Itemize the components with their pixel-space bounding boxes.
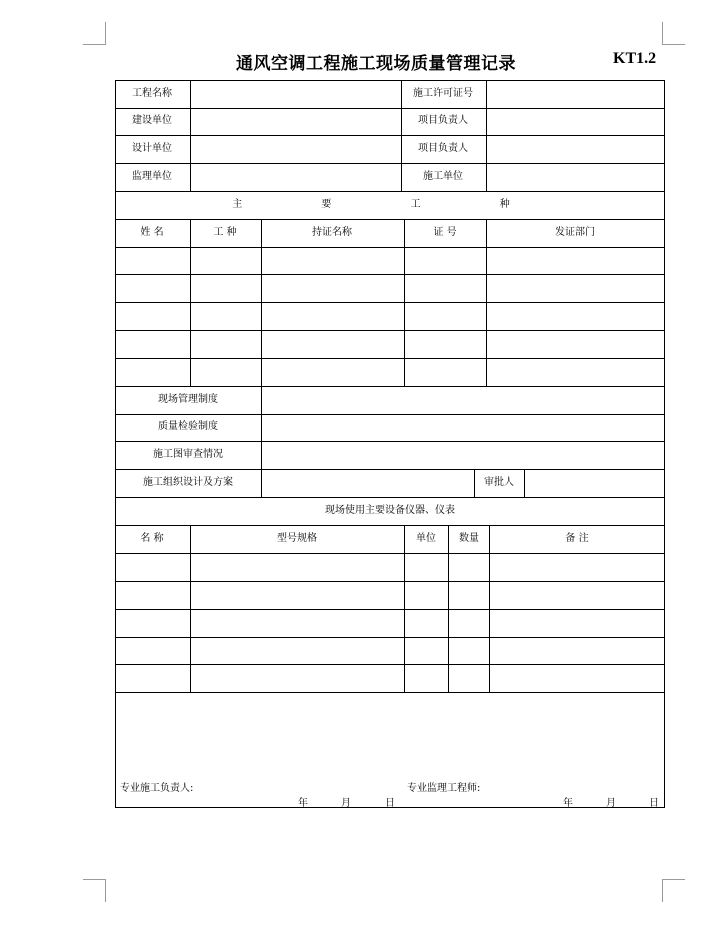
column-divider xyxy=(486,219,487,386)
sign-date-month: 月 xyxy=(606,798,616,809)
approver-field[interactable] xyxy=(525,470,664,496)
permit-number-label: 施工许可证号 xyxy=(413,88,473,99)
sign-date-year: 年 xyxy=(298,798,308,809)
client-unit-field[interactable] xyxy=(191,109,400,134)
approver-label: 审批人 xyxy=(484,477,514,488)
column-divider xyxy=(190,219,191,386)
quality-inspection-system-label: 质量检验制度 xyxy=(158,421,218,432)
row-divider xyxy=(115,497,665,498)
form-code: KT1.2 xyxy=(613,50,657,67)
row-divider xyxy=(115,637,665,638)
quantity-header: 数量 xyxy=(459,533,479,544)
row-divider xyxy=(115,581,665,582)
quality-inspection-system-field[interactable] xyxy=(262,415,664,440)
row-divider xyxy=(115,609,665,610)
crop-mark-top-left xyxy=(83,22,106,45)
project-leader-field[interactable] xyxy=(487,109,664,134)
remarks-header: 备 注 xyxy=(565,533,589,544)
site-management-system-field[interactable] xyxy=(262,387,664,413)
supervision-unit-field[interactable] xyxy=(191,164,400,190)
project-leader-field[interactable] xyxy=(487,136,664,162)
column-divider xyxy=(401,80,402,191)
project-leader-label: 项目负责人 xyxy=(418,143,468,154)
drawing-review-label: 施工图审查情况 xyxy=(153,449,223,460)
certificate-name-header: 持证名称 xyxy=(312,227,352,238)
crop-mark-top-right xyxy=(662,22,685,45)
row-divider xyxy=(115,358,665,359)
crop-mark-bottom-left xyxy=(83,879,106,902)
sign-date-day: 日 xyxy=(385,798,395,809)
model-spec-header: 型号规格 xyxy=(277,533,317,544)
certificate-number-header: 证 号 xyxy=(433,227,457,238)
column-divider xyxy=(448,525,449,692)
column-divider xyxy=(489,525,490,692)
row-divider xyxy=(115,302,665,303)
construction-plan-label: 施工组织设计及方案 xyxy=(143,477,233,488)
worker-name-header: 姓 名 xyxy=(140,227,164,238)
sign-date-month: 月 xyxy=(341,798,351,809)
site-management-system-label: 现场管理制度 xyxy=(158,394,218,405)
supervision-unit-label: 监理单位 xyxy=(132,171,172,182)
design-unit-label: 设计单位 xyxy=(132,143,172,154)
row-divider xyxy=(115,219,665,220)
unit-header: 单位 xyxy=(416,533,436,544)
row-divider xyxy=(115,664,665,665)
construction-plan-field[interactable] xyxy=(262,470,473,496)
worker-trade-header: 工 种 xyxy=(213,227,237,238)
construction-unit-field[interactable] xyxy=(487,164,664,190)
row-divider xyxy=(115,247,665,248)
workers-section-title: 主 要 工 种 xyxy=(232,199,548,210)
supervising-engineer-signature-label: 专业监理工程师: xyxy=(407,783,481,794)
project-name-label: 工程名称 xyxy=(132,88,172,99)
sign-date-year: 年 xyxy=(563,798,573,809)
column-divider xyxy=(474,469,475,497)
row-divider xyxy=(115,330,665,331)
construction-leader-signature-label: 专业施工负责人: xyxy=(120,783,194,794)
row-divider xyxy=(115,525,665,526)
column-divider xyxy=(190,525,191,692)
sign-date-day: 日 xyxy=(649,798,659,809)
equipment-section-title: 现场使用主要设备仪器、仪表 xyxy=(325,505,455,516)
construction-unit-label: 施工单位 xyxy=(423,171,463,182)
column-divider xyxy=(261,219,262,386)
project-name-field[interactable] xyxy=(191,81,400,107)
crop-mark-bottom-right xyxy=(662,879,685,902)
row-divider xyxy=(115,553,665,554)
column-divider xyxy=(404,219,405,386)
project-leader-label: 项目负责人 xyxy=(418,115,468,126)
drawing-review-field[interactable] xyxy=(262,442,664,468)
page-title: 通风空调工程施工现场质量管理记录 xyxy=(236,54,516,74)
client-unit-label: 建设单位 xyxy=(132,115,172,126)
row-divider xyxy=(115,191,665,192)
column-divider xyxy=(404,525,405,692)
row-divider xyxy=(115,274,665,275)
design-unit-field[interactable] xyxy=(191,136,400,162)
permit-number-field[interactable] xyxy=(487,81,664,107)
issuing-department-header: 发证部门 xyxy=(555,227,595,238)
row-divider xyxy=(115,692,665,693)
equipment-name-header: 名 称 xyxy=(140,533,164,544)
